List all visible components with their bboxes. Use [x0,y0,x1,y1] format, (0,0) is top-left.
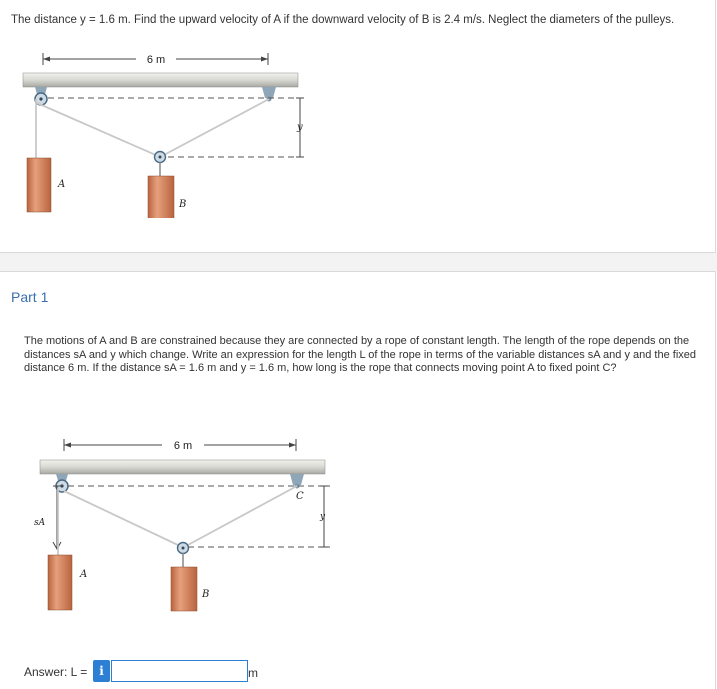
label-B: B [179,199,187,210]
pulley-figure-top [18,48,308,218]
label-B: B [202,589,210,600]
pulley-figure-part1 [20,437,340,612]
label-y: y [297,122,303,133]
answer-label: Answer: L = [24,665,88,679]
part-instructions: The motions of A and B are constrained because they are connected by a rope of constant length. The length of the rope depends on the distances sA and y which change. Write an expression for the length L of the rope in terms of the variable distances sA and y and the fixed distance 6 m. If the distance sA = 1.6 m and y = 1.6 m, how long is the rope that connects moving point A to fixed point C? [24,335,697,374]
label-y: y [320,512,326,522]
section-divider [0,253,717,271]
label-A: A [58,179,66,190]
label-A: A [80,569,88,580]
label-C: C [296,491,304,502]
info-icon[interactable]: i [93,660,110,682]
answer-input[interactable] [111,660,248,682]
dim-label-6m: 6 m [146,54,166,66]
part-title: Part 1 [11,289,49,305]
question-text: The distance y = 1.6 m. Find the upward velocity of A if the downward velocity of B is 2.4 m/s. Neglect the diameters of the pulleys. [11,14,675,26]
label-sA: sA [34,518,46,528]
dim-label-6m: 6 m [173,440,193,452]
answer-unit: m [248,666,258,680]
